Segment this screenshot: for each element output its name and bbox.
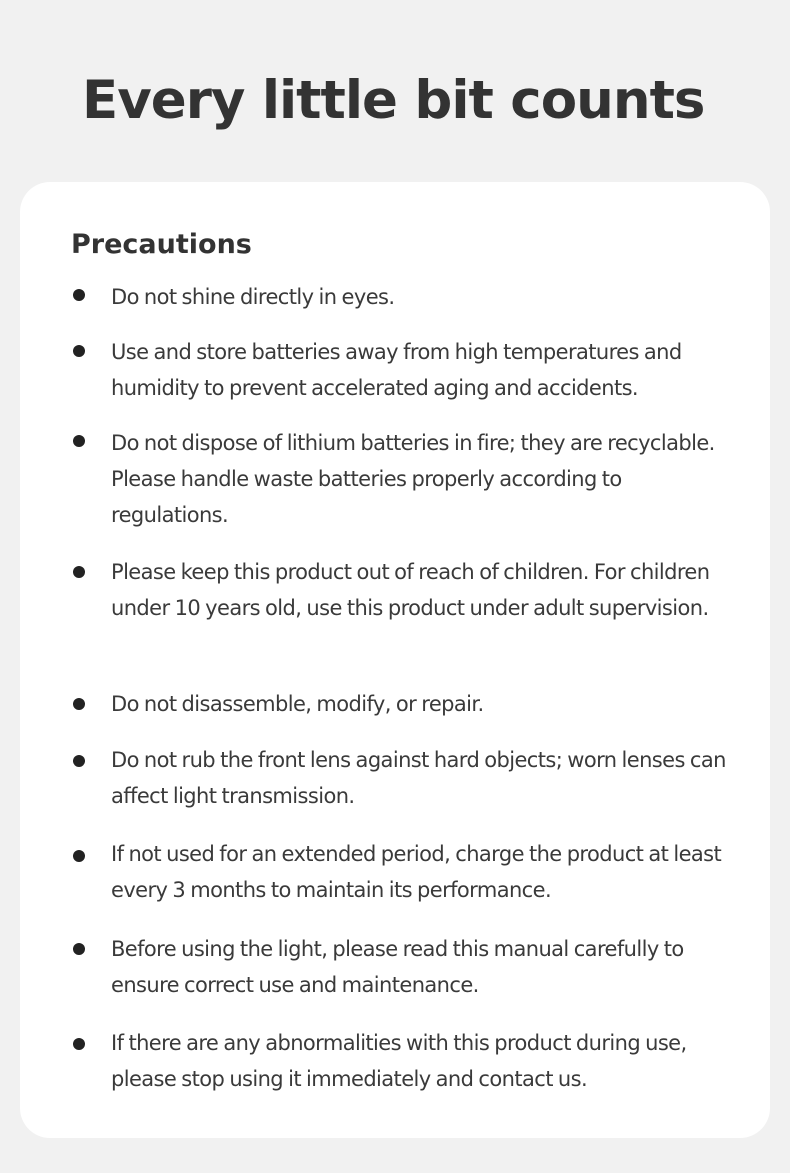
- bullet-dot-icon: [73, 345, 85, 357]
- bullet-dot-icon: [73, 566, 85, 578]
- bullet-dot-icon: [73, 755, 85, 767]
- precaution-text: Please keep this product out of reach of children. For children under 10 years old, use this product under adult supervision.: [111, 560, 710, 620]
- precaution-text: Before using the light, please read this manual carefully to ensure correct use and maintenance.: [111, 937, 684, 997]
- bullet-dot-icon: [73, 698, 85, 710]
- bullet-dot-icon: [73, 943, 85, 955]
- bullet-dot-icon: [73, 1038, 85, 1050]
- precaution-text: Do not dispose of lithium batteries in fire; they are recyclable. Please handle waste batteries properly according to regulations.: [111, 431, 715, 527]
- precaution-text: Do not shine directly in eyes.: [111, 285, 395, 309]
- precaution-text: Use and store batteries away from high temperatures and humidity to prevent accelerated aging and accidents.: [111, 340, 682, 400]
- precaution-text: If there are any abnormalities with this product during use, please stop using it immediately and contact us.: [111, 1031, 687, 1091]
- precaution-text: Do not disassemble, modify, or repair.: [111, 692, 484, 716]
- bullet-dot-icon: [73, 435, 85, 447]
- page-headline: Every little bit counts: [82, 70, 705, 131]
- precautions-title: Precautions: [71, 229, 252, 260]
- precaution-text: Do not rub the front lens against hard objects; worn lenses can affect light transmission.: [111, 748, 726, 808]
- precautions-card: [20, 182, 770, 1138]
- bullet-dot-icon: [73, 850, 85, 862]
- bullet-dot-icon: [73, 289, 85, 301]
- precaution-text: If not used for an extended period, charge the product at least every 3 months to maintain its performance.: [111, 842, 722, 902]
